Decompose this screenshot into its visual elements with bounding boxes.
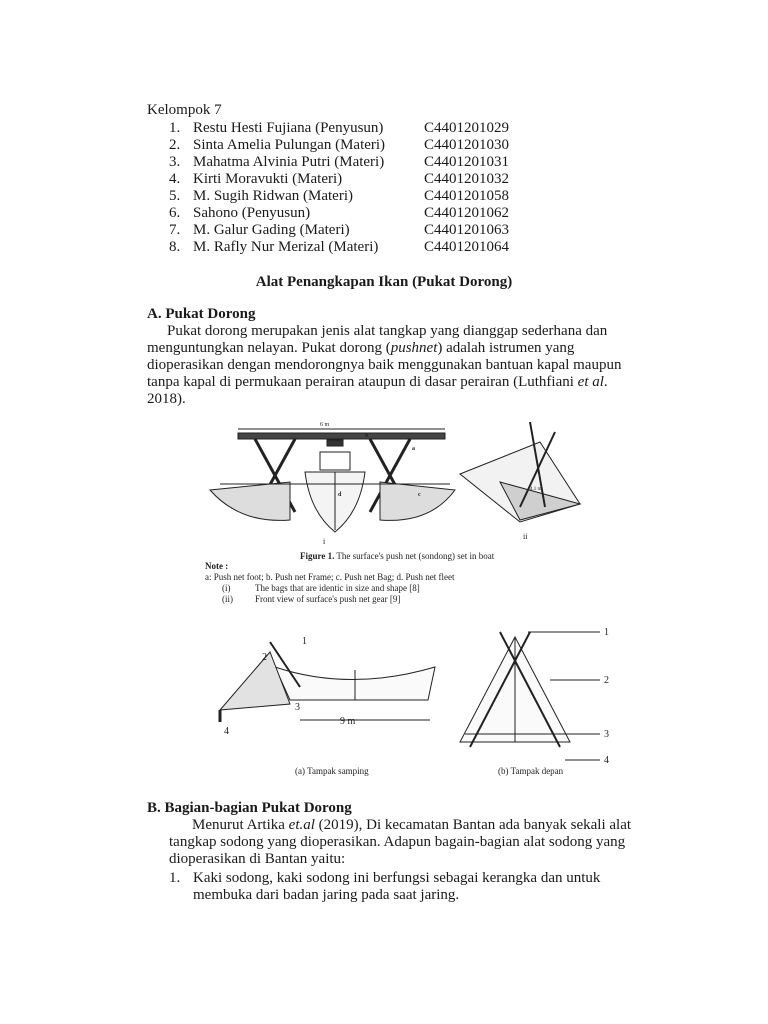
group-title: Kelompok 7: [147, 102, 222, 118]
member-id: C4401201030: [424, 137, 510, 153]
figure-1-drawing: [200, 412, 590, 637]
member-id: C4401201029: [424, 120, 510, 136]
member-number: 8.: [169, 239, 181, 255]
label-d: d: [338, 492, 342, 498]
side-label-3: 3: [295, 702, 300, 713]
italic-term: pushnet: [390, 340, 438, 356]
member-id: C4401201062: [424, 205, 510, 221]
section-a-heading: A. Pukat Dorong: [147, 306, 256, 322]
caption-text: The surface's push net (sondong) set in boat: [334, 551, 495, 561]
member-number: 6.: [169, 205, 181, 221]
paragraph-line: dioperasikan di Bantan yaitu:: [169, 851, 346, 867]
text-run: (2019), Di kecamatan Bantan ada banyak sekali alat: [314, 817, 632, 833]
push-net-bag-right: [380, 482, 455, 520]
paragraph-line: Pukat dorong merupakan jenis alat tangkap yang dianggap sederhana dan: [167, 323, 608, 339]
italic-term: et al: [577, 374, 604, 390]
member-id: C4401201058: [424, 188, 510, 204]
label-c: c: [418, 492, 421, 498]
paragraph-line: tangkap sodong yang dioperasikan. Adapun bagain-bagian alat sodong yang: [169, 834, 626, 850]
member-name: Sinta Amelia Pulungan (Materi): [193, 137, 386, 153]
member-name: M. Sugih Ridwan (Materi): [193, 188, 353, 204]
front-label-1: 1: [604, 627, 609, 638]
member-id: C4401201032: [424, 171, 510, 187]
subfigure-ii-label: ii: [523, 532, 528, 541]
paragraph-line: [192, 817, 631, 834]
dimension-label: 6 m: [320, 422, 330, 428]
member-id: C4401201031: [424, 154, 510, 170]
push-net-frame: [238, 433, 445, 439]
list-item-number: 1.: [169, 870, 181, 886]
member-number: 4.: [169, 171, 181, 187]
member-id: C4401201064: [424, 239, 510, 255]
mini-dimension-label: 4.1 m: [530, 487, 542, 492]
member-number: 2.: [169, 137, 181, 153]
figure-1-caption: [300, 551, 495, 561]
paragraph-line: [147, 340, 574, 357]
side-view-net: [220, 652, 290, 710]
paragraph-line: [147, 374, 608, 391]
label-a: a: [412, 446, 415, 452]
text-run: ) adalah istrumen yang: [437, 340, 575, 356]
label-b: b: [365, 433, 369, 439]
paragraph-line: 2018).: [147, 391, 186, 407]
figure-2: [210, 622, 620, 782]
figure-2-drawing: [210, 622, 620, 782]
note-line: a: Push net foot; b. Push net Frame; c. Push net Bag; d. Push net fleet: [205, 572, 455, 582]
side-label-2: 2: [262, 652, 267, 663]
caption-bold: Figure 1.: [300, 551, 335, 561]
length-label: 9 m: [340, 716, 356, 727]
list-item-line: Kaki sodong, kaki sodong ini berfungsi sebagai kerangka dan untuk: [193, 870, 601, 886]
section-b-heading: B. Bagian-bagian Pukat Dorong: [147, 800, 352, 816]
document-title: Alat Penangkapan Ikan (Pukat Dorong): [255, 274, 513, 290]
member-number: 3.: [169, 154, 181, 170]
text-run: tanpa kapal di permukaan perairan ataupun di dasar perairan (Luthfiani: [147, 374, 578, 390]
note-i-text: The bags that are identic in size and shape [8]: [255, 583, 420, 593]
member-name: Kirti Moravukti (Materi): [193, 171, 343, 187]
subfigure-i-label: i: [323, 537, 326, 546]
member-name: M. Rafly Nur Merizal (Materi): [193, 239, 379, 255]
side-label-4: 4: [224, 726, 229, 737]
italic-term: et.al: [288, 817, 315, 833]
text-run: Menurut Artika: [192, 817, 289, 833]
push-net-bag-left: [210, 482, 290, 520]
member-name: Restu Hesti Fujiana (Penyusun): [193, 120, 384, 136]
front-label-4: 4: [604, 755, 609, 766]
side-view-caption: (a) Tampak samping: [295, 766, 369, 776]
paragraph-line: dioperasikan dengan mendorongnya baik menggunakan bantuan kapal maupun: [147, 357, 622, 373]
member-name: M. Galur Gading (Materi): [193, 222, 350, 238]
note-i-number: (i): [222, 583, 231, 593]
side-label-1: 1: [302, 636, 307, 647]
front-label-2: 2: [604, 675, 609, 686]
member-id: C4401201063: [424, 222, 510, 238]
note-ii-number: (ii): [222, 594, 233, 604]
front-label-3: 3: [604, 729, 609, 740]
list-item-line: membuka dari badan jaring pada saat jaring.: [193, 887, 460, 903]
text-run: menguntungkan nelayan. Pukat dorong (: [147, 340, 391, 356]
member-number: 1.: [169, 120, 181, 136]
member-name: Sahono (Penyusun): [193, 205, 311, 221]
member-number: 7.: [169, 222, 181, 238]
member-number: 5.: [169, 188, 181, 204]
note-heading: Note :: [205, 561, 229, 571]
text-run: .: [603, 374, 608, 390]
front-view-caption: (b) Tampak depan: [498, 766, 564, 776]
note-ii-text: Front view of surface's push net gear [9]: [255, 594, 401, 604]
figure-1: [200, 412, 590, 637]
member-name: Mahatma Alvinia Putri (Materi): [193, 154, 385, 170]
